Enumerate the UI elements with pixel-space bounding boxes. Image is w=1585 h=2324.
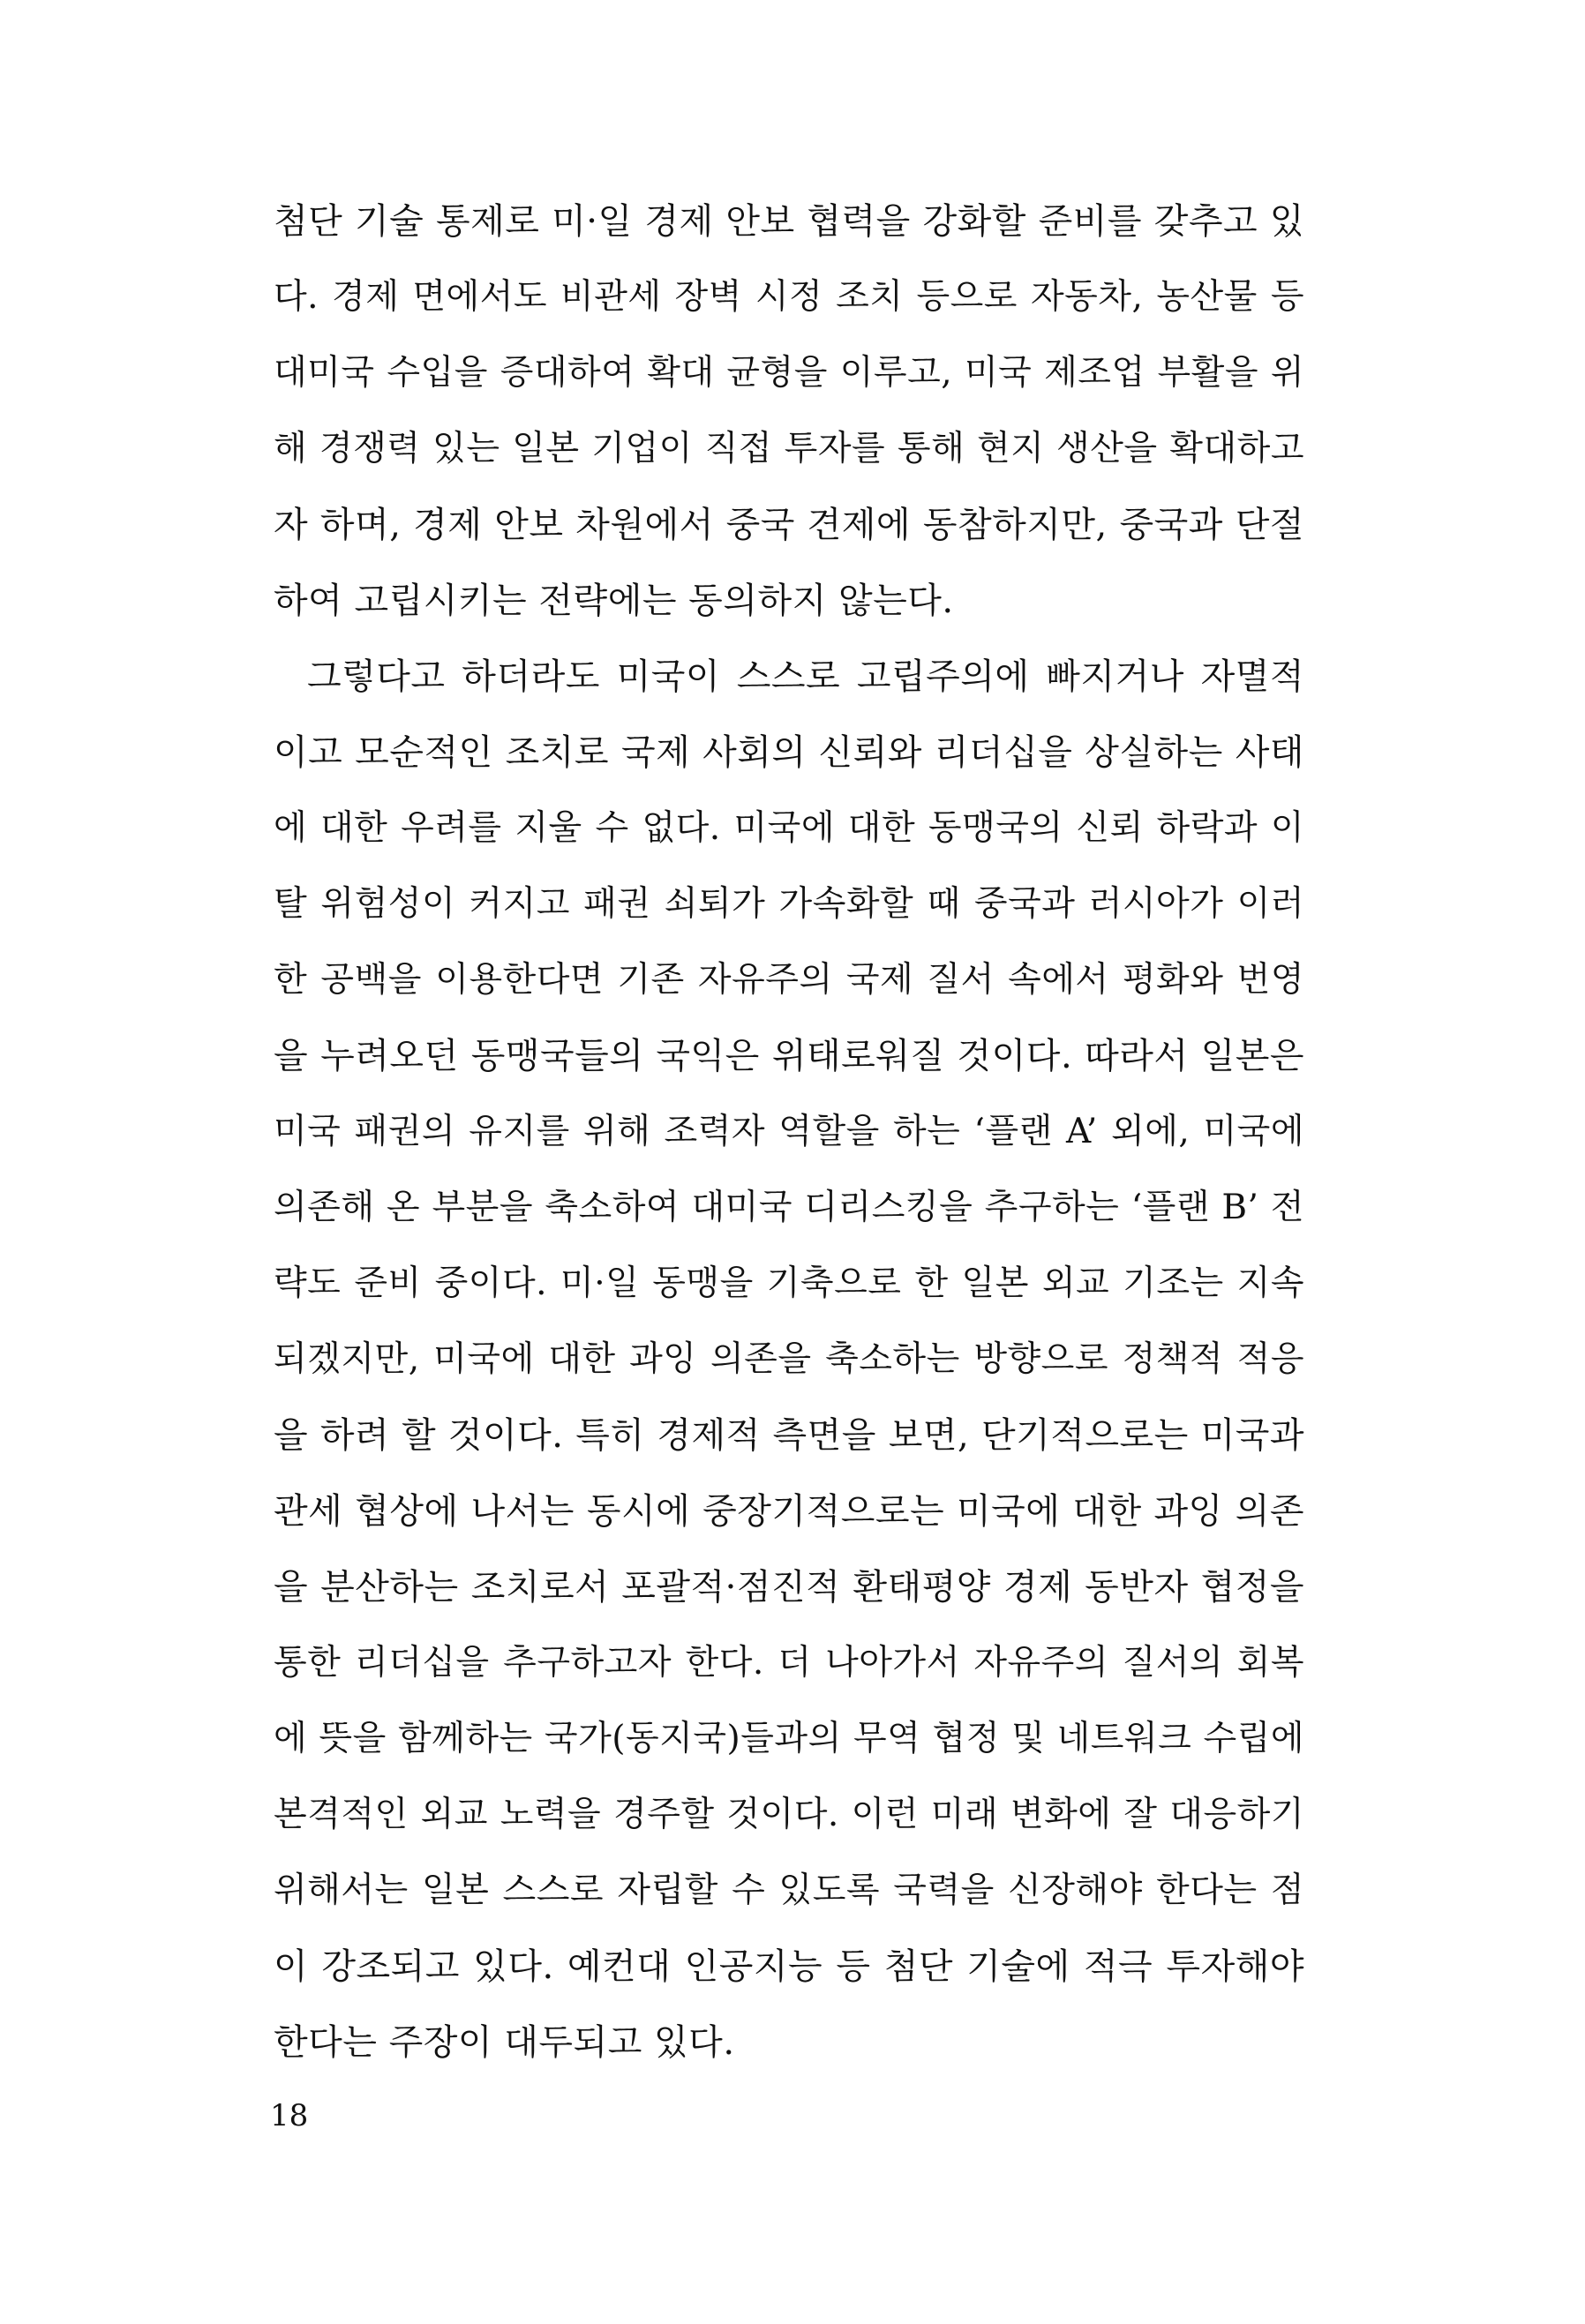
text-line: 략도 준비 중이다. 미·일 동맹을 기축으로 한 일본 외교 기조는 지속: [274, 1263, 1304, 1303]
page-number: 18: [270, 2098, 309, 2133]
text-line: 대미국 수입을 증대하여 확대 균형을 이루고, 미국 제조업 부활을 위: [274, 353, 1304, 393]
text-line: 을 분산하는 조치로서 포괄적·점진적 환태평양 경제 동반자 협정을: [274, 1567, 1304, 1608]
text-line: 한다는 주장이 대두되고 있다.: [274, 2022, 735, 2063]
text-line: 에 뜻을 함께하는 국가(동지국)들과의 무역 협정 및 네트워크 수립에: [274, 1719, 1304, 1758]
text-line: 한 공백을 이용한다면 기존 자유주의 국제 질서 속에서 평화와 번영: [274, 960, 1304, 1000]
text-line: 관세 협상에 나서는 동시에 중장기적으로는 미국에 대한 과잉 의존: [274, 1491, 1304, 1532]
text-line: 에 대한 우려를 지울 수 없다. 미국에 대한 동맹국의 신뢰 하락과 이: [274, 808, 1304, 848]
text-line: 첨단 기술 통제로 미·일 경제 안보 협력을 강화할 준비를 갖추고 있: [274, 201, 1304, 242]
text-line: 다. 경제 면에서도 비관세 장벽 시정 조치 등으로 자동차, 농산물 등: [274, 277, 1304, 317]
text-line: 미국 패권의 유지를 위해 조력자 역할을 하는 ‘플랜 A’ 외에, 미국에: [274, 1112, 1304, 1151]
text-line: 을 하려 할 것이다. 특히 경제적 측면을 보면, 단기적으로는 미국과: [274, 1415, 1304, 1456]
text-line: 해 경쟁력 있는 일본 기업이 직접 투자를 통해 현지 생산을 확대하고: [274, 429, 1304, 469]
text-line: 되겠지만, 미국에 대한 과잉 의존을 축소하는 방향으로 정책적 적응: [274, 1339, 1304, 1379]
text-line: 을 누려오던 동맹국들의 국익은 위태로워질 것이다. 따라서 일본은: [274, 1036, 1304, 1076]
text-line: 탈 위험성이 커지고 패권 쇠퇴가 가속화할 때 중국과 러시아가 이러: [274, 884, 1304, 924]
text-line: 이 강조되고 있다. 예컨대 인공지능 등 첨단 기술에 적극 투자해야: [274, 1946, 1304, 1987]
text-line: 본격적인 외교 노력을 경주할 것이다. 이런 미래 변화에 잘 대응하기: [274, 1795, 1304, 1834]
text-line: 의존해 온 부분을 축소하여 대미국 디리스킹을 추구하는 ‘플랜 B’ 전: [274, 1188, 1304, 1227]
text-line: 이고 모순적인 조치로 국제 사회의 신뢰와 리더십을 상실하는 사태: [274, 732, 1304, 773]
text-line: 자 하며, 경제 안보 차원에서 중국 견제에 동참하지만, 중국과 단절: [274, 505, 1304, 545]
text-line: 하여 고립시키는 전략에는 동의하지 않는다.: [274, 581, 954, 621]
text-line: 통한 리더십을 추구하고자 한다. 더 나아가서 자유주의 질서의 회복: [274, 1643, 1304, 1683]
body-text: [274, 184, 1304, 2080]
text-line: 위해서는 일본 스스로 자립할 수 있도록 국력을 신장해야 한다는 점: [274, 1870, 1304, 1910]
text-line: 그렇다고 하더라도 미국이 스스로 고립주의에 빠지거나 자멸적: [307, 656, 1304, 697]
